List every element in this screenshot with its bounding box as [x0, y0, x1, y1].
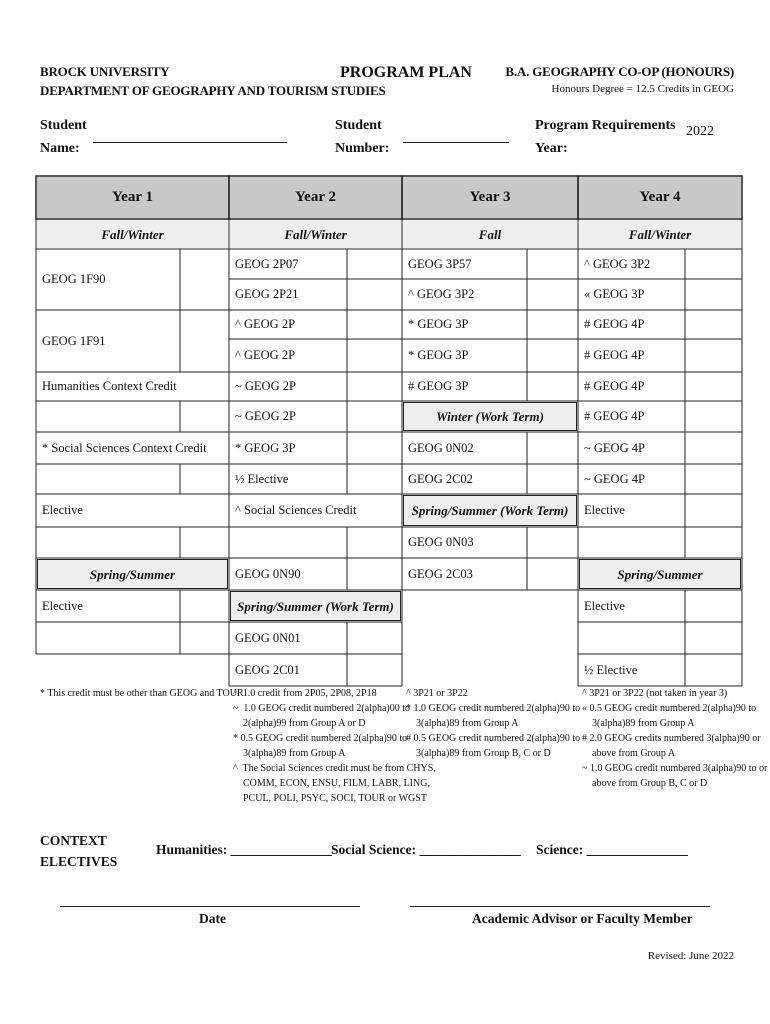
date-signature-line[interactable] — [60, 906, 360, 907]
requirements-year-label-line2: Year: — [535, 141, 568, 156]
course-cell: Elective — [42, 503, 83, 518]
year-3-term-fall: Fall — [403, 220, 577, 248]
student-name-label-line2: Name: — [40, 141, 80, 156]
year-3-header: Year 3 — [403, 177, 577, 218]
course-cell: ½ Elective — [584, 662, 638, 677]
advisor-label: Academic Advisor or Faculty Member — [472, 911, 693, 926]
year-3-term-spring-summer-work: Spring/Summer (Work Term) — [403, 495, 577, 526]
year-3-term-winter-work: Winter (Work Term) — [403, 402, 577, 431]
course-cell: # GEOG 4P — [584, 317, 645, 332]
student-name-label-line1: Student — [40, 118, 87, 133]
requirements-year-value: 2022 — [686, 124, 714, 139]
course-cell: GEOG 0N01 — [235, 630, 301, 645]
course-cell: # GEOG 4P — [584, 348, 645, 363]
year-2-term-spring-summer-work: Spring/Summer (Work Term) — [230, 591, 401, 621]
course-cell: GEOG 3P57 — [408, 256, 472, 271]
year-1-header: Year 1 — [37, 177, 228, 218]
course-cell: « GEOG 3P — [584, 287, 645, 302]
course-cell: * GEOG 3P — [408, 348, 469, 363]
course-cell: ^ GEOG 2P — [235, 348, 296, 363]
course-cell: ~ GEOG 2P — [235, 409, 296, 424]
course-cell: GEOG 2C02 — [408, 471, 473, 486]
course-cell: GEOG 0N02 — [408, 440, 474, 455]
year-4-notes: ^ 3P21 or 3P22 (not taken in year 3) « 0.5 GEOG credit numbered 2(alpha)90 to 3(alpha)89 from Group A # 2.0 GEOG credits numbered 3(alpha)90 or above from Group A ~ 1.0 GEOG credit numbered 3(alpha)90 to or above from Group B, C or D — [582, 688, 768, 789]
course-cell: # GEOG 4P — [584, 409, 645, 424]
year-1-term-fall-winter: Fall/Winter — [37, 220, 228, 248]
course-cell: # GEOG 4P — [584, 379, 645, 394]
course-cell: GEOG 2C01 — [235, 662, 300, 677]
course-cell: GEOG 2P07 — [235, 256, 299, 271]
course-cell: Elective — [584, 598, 625, 613]
year-4-term-spring-summer: Spring/Summer — [579, 559, 741, 589]
year-3-notes: ^ 3P21 or 3P22 * 1.0 GEOG credit numbered 2(alpha)90 to 3(alpha)89 from Group A # 0.5 GEOG credit numbered 2(alpha)90 to 3(alpha)89 from Group B, C or D — [406, 688, 581, 759]
year-2-notes: ^ 1.0 credit from 2P05, 2P08, 2P18 ~ 1.0 GEOG credit numbered 2(alpha)00 to 2(alpha)99 from Group A or D * 0.5 GEOG credit numbered 2(alpha)90 to 3(alpha)89 from Group A ^ The Social Sciences credit must be from CHYS, COMM, ECON, ENSU, FILM, LABR, LING, PCUL, POLI, PSYC, SOCI, TOUR or WGST — [233, 688, 436, 804]
context-electives-title-line1: CONTEXT — [40, 833, 107, 848]
program-name: B.A. GEOGRAPHY CO-OP (HONOURS) — [505, 64, 734, 79]
humanities-field[interactable]: Humanities: _______________ — [156, 842, 332, 857]
year-2-term-fall-winter: Fall/Winter — [230, 220, 401, 248]
context-electives-title-line2: ELECTIVES — [40, 854, 118, 869]
year-2-header: Year 2 — [230, 177, 401, 218]
year-1-term-spring-summer: Spring/Summer — [37, 559, 228, 589]
course-cell: ~ GEOG 4P — [584, 471, 645, 486]
student-number-label-line2: Number: — [335, 141, 390, 156]
course-cell: ~ GEOG 4P — [584, 440, 645, 455]
degree-note: Honours Degree = 12.5 Credits in GEOG — [551, 83, 734, 95]
course-cell: GEOG 0N03 — [408, 535, 474, 550]
course-cell: * Social Sciences Context Credit — [42, 440, 207, 455]
course-cell: GEOG 1F90 — [42, 272, 106, 287]
course-cell: ~ GEOG 2P — [235, 379, 296, 394]
course-cell: * GEOG 3P — [408, 317, 469, 332]
science-field[interactable]: Science: _______________ — [536, 842, 688, 857]
revised-date: Revised: June 2022 — [647, 950, 734, 962]
course-cell: GEOG 2P21 — [235, 287, 299, 302]
course-cell: Elective — [584, 503, 625, 518]
course-cell: GEOG 2C03 — [408, 566, 473, 581]
course-cell: GEOG 1F91 — [42, 333, 106, 348]
course-cell: Humanities Context Credit — [42, 379, 177, 394]
department-name: DEPARTMENT OF GEOGRAPHY AND TOURISM STUDIES — [40, 83, 386, 98]
requirements-year-label-line1: Program Requirements — [535, 118, 676, 133]
course-cell: ^ GEOG 3P2 — [408, 287, 475, 302]
course-cell: ^ Social Sciences Credit — [235, 503, 357, 518]
course-cell: # GEOG 3P — [408, 379, 469, 394]
year-4-term-fall-winter: Fall/Winter — [579, 220, 741, 248]
page-title: PROGRAM PLAN — [340, 64, 472, 81]
course-cell: ½ Elective — [235, 471, 289, 486]
context-electives-title — [40, 830, 117, 872]
course-cell: ^ GEOG 2P — [235, 317, 296, 332]
social-science-field[interactable]: Social Science: _______________ — [331, 842, 521, 857]
advisor-signature-line[interactable] — [410, 906, 710, 907]
course-cell: * GEOG 3P — [235, 440, 296, 455]
university-name: BROCK UNIVERSITY — [40, 64, 170, 79]
course-cell: GEOG 0N90 — [235, 566, 301, 581]
student-number-label-line1: Student — [335, 118, 382, 133]
course-cell: ^ GEOG 3P2 — [584, 256, 651, 271]
date-label: Date — [199, 911, 226, 926]
year-1-notes: * This credit must be other than GEOG and TOUR — [40, 688, 244, 699]
year-4-header: Year 4 — [579, 177, 741, 218]
course-cell: Elective — [42, 598, 83, 613]
